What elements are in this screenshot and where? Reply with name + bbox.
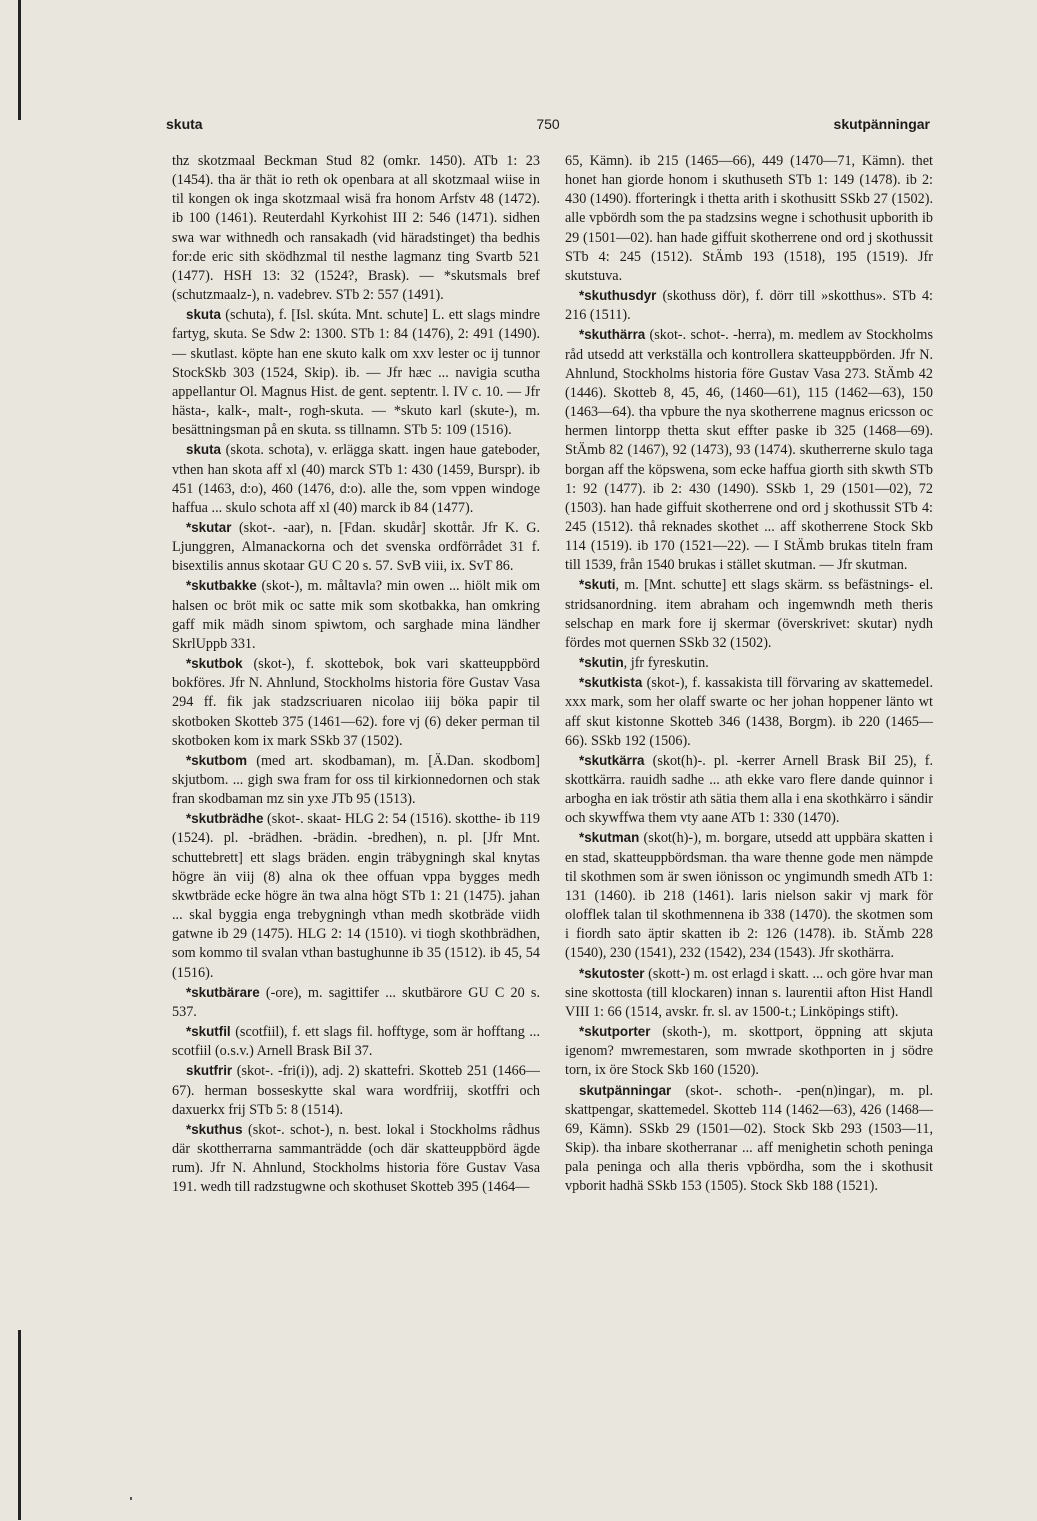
- entry-body: , jfr fyreskutin.: [623, 655, 709, 672]
- dictionary-entry: [565, 575, 933, 653]
- entry-headword: *skuthus: [186, 1121, 243, 1137]
- entry-body: (skot-. -aar), n. [Fdan. skudår] skottår. Jfr K. G. Ljunggren, Almanackorna och det svenska ordförrådet 31 f. bisextilis annus skotaar GU C 20 s. 57. SvB viii, ix. SvT 86.: [172, 519, 540, 575]
- entry-headword: *skutporter: [579, 1024, 651, 1040]
- entry-body: (skot-. schot-. -herra), m. medlem av Stockholms råd utsedd att verkställa och kontrollera skatteuppbörden. Jfr N. Ahnlund, Stockholms historia före Gustav Vasa 273. StÄmb 42 (1446). Skotteb 8, 45, 46, (1460—61), 115 (1462—63), 150 (1463—64). tha vpbure the nya skotherrene magnus ericsson oc hermen lintorpp thetta skut effter paske ib 325 (1468—69). StÄmb 82 (1467), 92 (1473), 93 (1474). skutherrerne skulo taga borgan aff the köpswena, som ecke haffua giorth sith skwth STb 1: 92 (1477). ib 2: 430 (1490). SSkb 1, 29 (1501—02), 72 (1503). han hade giffuit skotherrene ond ord j skothussit STb 4: 245 (1512). thå reknades skothet ... aff skotherrene Stock Skb 114 (1519). ib 170 (1521—22). — I StÄmb brukas titeln fram till 1539, från 1540 brukas i stället skutman. — Jfr skutman.: [565, 327, 933, 574]
- dictionary-entry: [172, 576, 540, 654]
- entry-body: (skot-), f. skottebok, bok vari skatteuppbörd bokföres. Jfr N. Ahnlund, Stockholms historia före Gustav Vasa 294 ff. fik jak stadzscriuaren nicolao iiij böka papir til skotboken Skotteb 375 (1461—62). fore vj (6) deker perman til skotboken kom ix mark SSkb 37 (1502).: [172, 656, 540, 749]
- entry-body: 65, Kämn). ib 215 (1465—66), 449 (1470—71, Kämn). thet honet han giorde honom i skuthuseth STb 1: 149 (1478). ib 2: 430 (1490). fforteringk i thetta arith i skothusitt SSkb 27 (1502). alle vpbördh som the pa stadzsins wegne i schothusit upborith ib 29 (1501—02). han hade giffuit skotherrene ond ord j skothussit STb 4: 245 (1512). StÄmb 193 (1518), 195 (1519). Jfr skutstuva.: [565, 153, 933, 284]
- entry-body: (skot-. -fri(i)), adj. 2) skattefri. Skotteb 251 (1466—67). herman bosseskytte skal wara wordfriij, skotffri och daxuerkx frij STb 5: 8 (1514).: [172, 1063, 540, 1118]
- entry-headword: *skutin: [579, 655, 624, 671]
- dictionary-entry: [565, 152, 933, 286]
- entry-headword: *skutbok: [186, 656, 243, 672]
- entry-headword: *skutbrädhe: [186, 811, 264, 827]
- dictionary-entry: [172, 751, 540, 809]
- left-column: [172, 152, 540, 1197]
- entry-body: (skot-. schoth-. -pen(n)ingar), m. pl. skattpengar, skattemedel. Skotteb 114 (1462—63), 426 (1468—69, Kämn). SSkb 29 (1501—02). Stock Skb 293 (1503—11, Skip). tha inbare skotherranar ... aff menighetin schoth peninga pala peninga och alla theris vpbördha, som the i skothusit vpborit hadhä SSkb 153 (1505). Stock Skb 188 (1521).: [565, 1082, 933, 1195]
- entry-headword: skutpänningar: [579, 1082, 672, 1098]
- dictionary-entry: [565, 828, 933, 963]
- entry-body: (schuta), f. [Isl. skúta. Mnt. schute] L. ett slags mindre fartyg, skuta. Se Sdw 2: 1300. STb 1: 84 (1476), 2: 491 (1490). — skutlast. köpte han ene skuto kalk om xxv lester oc ij tunnor StockSkb 303 (1524, Skip). ib. — Jfr hæc ... navigia scutha appellantur Ol. Magnus Hist. de gent. septentr. l. IV c. 10. — Jfr hästa-, kalk-, malt-, rogh-skuta. — *skuto karl (skute-), m. besättningsman på en skuta. ss tillnamn. STb 5: 109 (1516).: [172, 307, 540, 439]
- dictionary-entry: [565, 1022, 933, 1080]
- entry-headword: skuta: [186, 442, 221, 458]
- dictionary-entry: [172, 152, 540, 305]
- dictionary-entry: [172, 809, 540, 982]
- entry-headword: *skuthärra: [579, 327, 646, 343]
- entry-body: (-ore), m. sagittifer ... skutbärore GU C 20 s. 537.: [172, 984, 540, 1020]
- entry-headword: *skuti: [579, 577, 616, 593]
- entry-body: thz skotzmaal Beckman Stud 82 (omkr. 1450). ATb 1: 23 (1454). tha är thät io reth ok openbara at all skotzmaal wiise in til kongen ok inga skotzmaal wisä fra honom Arfstv 48 (1472). ib 100 (1461). Reuterdahl Kyrkohist III 2: 546 (1471). sidhen swa war withnedh och ransakadh (vid häradstinget) tha bedhis for:de eric sith sködhzmal til nesthe lagmanz ting Svartb 521 (1477). HSH 13: 32 (1524?, Brask). — *skutsmals bref (schutzmaalz-), n. vadebrev. STb 2: 557 (1491).: [172, 153, 540, 304]
- entry-body: (skot(h)-), m. borgare, utsedd att uppbära skatten i en stad, skatteuppbördsman. tha ware thenne gode men nämpde til skothmen som är swen iönisson oc yngimundh smedh ATb 1: 131 (1460). ib 218 (1461). laris nielson sakir vj mark för olofflek talan til skothmennena ib 338 (1470). the skotmen som i fiordh sato äptir skatten ib 2: 126 (1478). ib. StÄmb 228 (1540), 230 (1541), 232 (1542), 234 (1543). Jfr skothärra.: [565, 830, 933, 962]
- entry-headword: *skutkärra: [579, 752, 645, 768]
- entry-body: (skoth-), m. skottport, öppning att skjuta igenom? mwremestaren, som mwrade skothporten in j södre torn, ix öre Stock Skb 160 (1520).: [565, 1024, 933, 1079]
- scan-speck: [130, 1497, 132, 1500]
- dictionary-entry: [565, 653, 933, 673]
- dictionary-entry: [172, 1061, 540, 1119]
- entry-headword: skuta: [186, 307, 221, 323]
- entry-body: (scotfiil), f. ett slags fil. hofftyge, som är hofftang ... scotfiil (o.s.v.) Arnell Brask BiI 37.: [172, 1024, 540, 1060]
- scan-edge-mark: [18, 0, 21, 120]
- entry-headword: *skutfil: [186, 1024, 231, 1040]
- dictionary-entry: [172, 518, 540, 576]
- dictionary-entry: [565, 751, 933, 829]
- page-header: [166, 116, 930, 136]
- dictionary-entry: [172, 1022, 540, 1061]
- entry-body: (med art. skodbaman), m. [Ä.Dan. skodbom] skjutbom. ... gigh swa fram for oss til kirkionnedornen och stak fran skodbaman mz sin yxe JTb 95 (1513).: [172, 752, 540, 808]
- dictionary-entry: [565, 325, 933, 575]
- dictionary-entry: [172, 654, 540, 751]
- dictionary-entry: [565, 673, 933, 751]
- scan-edge-mark-lower: [18, 1330, 21, 1520]
- entry-headword: *skutbakke: [186, 578, 257, 594]
- header-left-guideword: skuta: [166, 116, 203, 132]
- entry-body: , m. [Mnt. schutte] ett slags skärm. ss befästnings- el. stridsanordning. item abraham och ingemwndh meth theris selschap en mark fore ij skermar (överskrivet: skutar) nydh fördes mot quernen SSkb 32 (1502).: [565, 577, 933, 651]
- entry-body: (skot-. schot-), n. best. lokal i Stockholms rådhus där skottherrarna sammanträdde (och där skatteuppbörd ägde rum). Jfr N. Ahnlund, Stockholms historia före Gustav Vasa 191. wedh till radzstugwne och skothuset Skotteb 395 (1464—: [172, 1121, 540, 1196]
- entry-headword: *skutkista: [579, 675, 643, 691]
- entry-body: (skot-), f. kassakista till förvaring av skattemedel. xxx mark, som her olaff swarte oc her johan hoppener länto wt aff skut kistonne Skotteb 346 (1438, Borgm). ib 220 (1465—66). SSkb 192 (1506).: [565, 675, 933, 749]
- dictionary-entry: [172, 305, 540, 440]
- right-column: [565, 152, 933, 1196]
- entry-body: (skothuss dör), f. dörr till »skotthus». STb 4: 216 (1511).: [565, 288, 933, 324]
- dictionary-entry: [565, 286, 933, 325]
- dictionary-entry: [172, 1120, 540, 1198]
- header-right-guideword: skutpänningar: [833, 116, 930, 132]
- entry-body: (skot-), m. måltavla? min owen ... hiölt mik om halsen oc bröt mik oc satte mik som skotbakka, han omkring gaff mik mädh sinom spiwtom, och sarghade mina ländher SkrlUppb 331.: [172, 578, 540, 652]
- entry-headword: *skutbom: [186, 752, 248, 768]
- dictionary-entry: [172, 440, 540, 518]
- page-number: 750: [536, 116, 560, 132]
- dictionary-entry: [172, 983, 540, 1022]
- entry-headword: *skutbärare: [186, 984, 260, 1000]
- entry-body: (skot(h)-. pl. -kerrer Arnell Brask BiI 25), f. skottkärra. rauidh sadhe ... ath ekke varo flere dande quinnor i arbogha en iak tröstir ath sätia them alla i ena skothkärro i sändir och skywffwa them vty aane ATb 1: 330 (1470).: [565, 752, 933, 827]
- entry-headword: *skutoster: [579, 965, 645, 981]
- entry-body: (skota. schota), v. erlägga skatt. ingen haue gateboder, vthen han skota aff xl (40) marck STb 1: 430 (1459, Burspr). ib 451 (1463, d:o), 460 (1476, d:o). alle the, som vppen windoge haffua ... skulo schota aff xl (40) marck ib 84 (1477).: [172, 442, 540, 516]
- entry-headword: *skutman: [579, 830, 640, 846]
- entry-body: (skott-) m. ost erlagd i skatt. ... och göre hvar man sine skottosta (till klockaren) innan s. laurentii afton Hist Handl VIII 1: 66 (1514, avskr. fr. sl. av 1500-t.; Linköpings stift).: [565, 965, 933, 1020]
- entry-headword: *skutar: [186, 519, 232, 535]
- dictionary-entry: [565, 1081, 933, 1197]
- entry-headword: skutfrir: [186, 1063, 233, 1079]
- dictionary-entry: [565, 964, 933, 1022]
- entry-headword: *skuthusdyr: [579, 288, 657, 304]
- entry-body: (skot-. skaat- HLG 2: 54 (1516). skotthe- ib 119 (1524). pl. -brädhen. -brädin. -bredhen), n. pl. [Jfr Mnt. schuttebrett] ett slags bräden. engin träbygningh skal knytas högre än viij (8) alna ok thee offuan vppa bygges medh skwtbräde ecke högre än twa alna högt STb 1: 21 (1475). jahan ... skal byggia enga trebygningh vthan medh skotbräde viidh gatwne ib 29 (1475). HLG 2: 14 (1510). vi tiogh skothbrädhen, som kommo til svalan vthan bastughunne ib 35 (1512). ib 45, 54 (1516).: [172, 811, 540, 981]
